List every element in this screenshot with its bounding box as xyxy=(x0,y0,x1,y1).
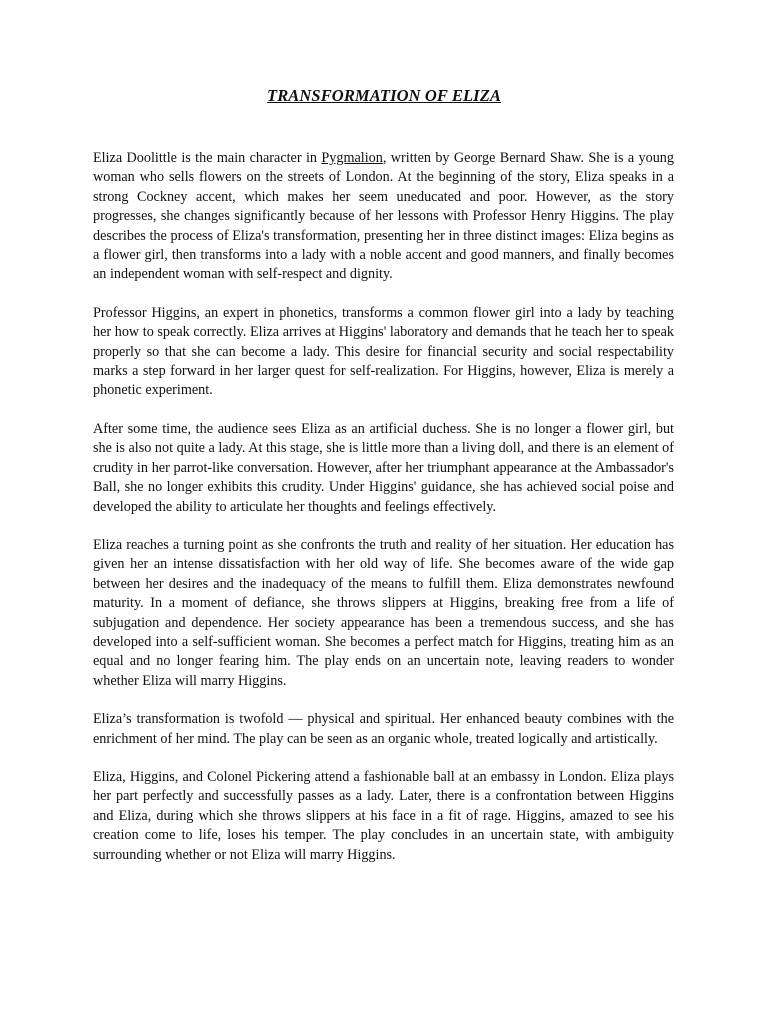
paragraph-5: Eliza’s transformation is twofold — physical and spiritual. Her enhanced beauty combines with the enrichment of her mind. The play can be seen as an organic whole, treated logically and artistically. xyxy=(93,711,674,747)
document-body xyxy=(93,149,674,884)
paragraph-1-text-start: Eliza Doolittle is the main character in xyxy=(93,150,322,166)
paragraph-4: Eliza reaches a turning point as she confronts the truth and reality of her situation. Her education has given her an intense dissatisfaction with her old way of life. She becomes aware of the wide gap between her desires and the inadequacy of the means to fulfill them. Eliza demonstrates newfound maturity. In a moment of defiance, she throws slippers at Higgins, breaking free from a life of subjugation and dependence. Her society appearance has been a tremendous success, and she has developed into a self-sufficient woman. She becomes a perfect match for Higgins, treating him as an equal and no longer fearing him. The play ends on an uncertain note, leaving readers to wonder whether Eliza will marry Higgins. xyxy=(93,536,674,689)
paragraph-6: Eliza, Higgins, and Colonel Pickering attend a fashionable ball at an embassy in London. Eliza plays her part perfectly and successfully passes as a lady. Later, there is a confrontation between Higgins and Eliza, during which she throws slippers at his face in a fit of rage. Higgins, amazed to see his creation come to life, loses his temper. The play concludes in an uncertain state, with ambiguity surrounding whether or not Eliza will marry Higgins. xyxy=(93,768,674,863)
document-title: TRANSFORMATION OF ELIZA xyxy=(267,86,501,105)
pygmalion-title-underlined: Pygmalion xyxy=(321,150,383,166)
paragraph-1 xyxy=(93,149,674,285)
paragraph-1-text-end: , written by George Bernard Shaw. She is a young woman who sells flowers on the streets of London. At the beginning of the story, Eliza speaks in a strong Cockney accent, which makes her seem uneducated and poor. However, as the story progresses, she changes significantly because of her lessons with Professor Henry Higgins. The play describes the process of Eliza's transformation, presenting her in three distinct images: Eliza begins as a flower girl, then transforms into a lady with a noble accent and good manners, and finally becomes an independent woman with self-respect and dignity. xyxy=(93,150,674,283)
paragraph-2: Professor Higgins, an expert in phonetics, transforms a common flower girl into a lady by teaching her how to speak correctly. Eliza arrives at Higgins' laboratory and demands that he teach her to speak properly so that she can become a lady. This desire for financial security and social respectability marks a step forward in her larger quest for self-realization. For Higgins, however, Eliza is merely a phonetic experiment. xyxy=(93,304,674,399)
paragraph-3: After some time, the audience sees Eliza as an artificial duchess. She is no longer a flower girl, but she is also not quite a lady. At this stage, she is little more than a living doll, and there is an element of crudity in her parrot-like conversation. However, after her triumphant appearance at the Ambassador's Ball, she no longer exhibits this crudity. Under Higgins' guidance, she has achieved social poise and developed the ability to articulate her thoughts and feelings effectively. xyxy=(93,420,674,515)
